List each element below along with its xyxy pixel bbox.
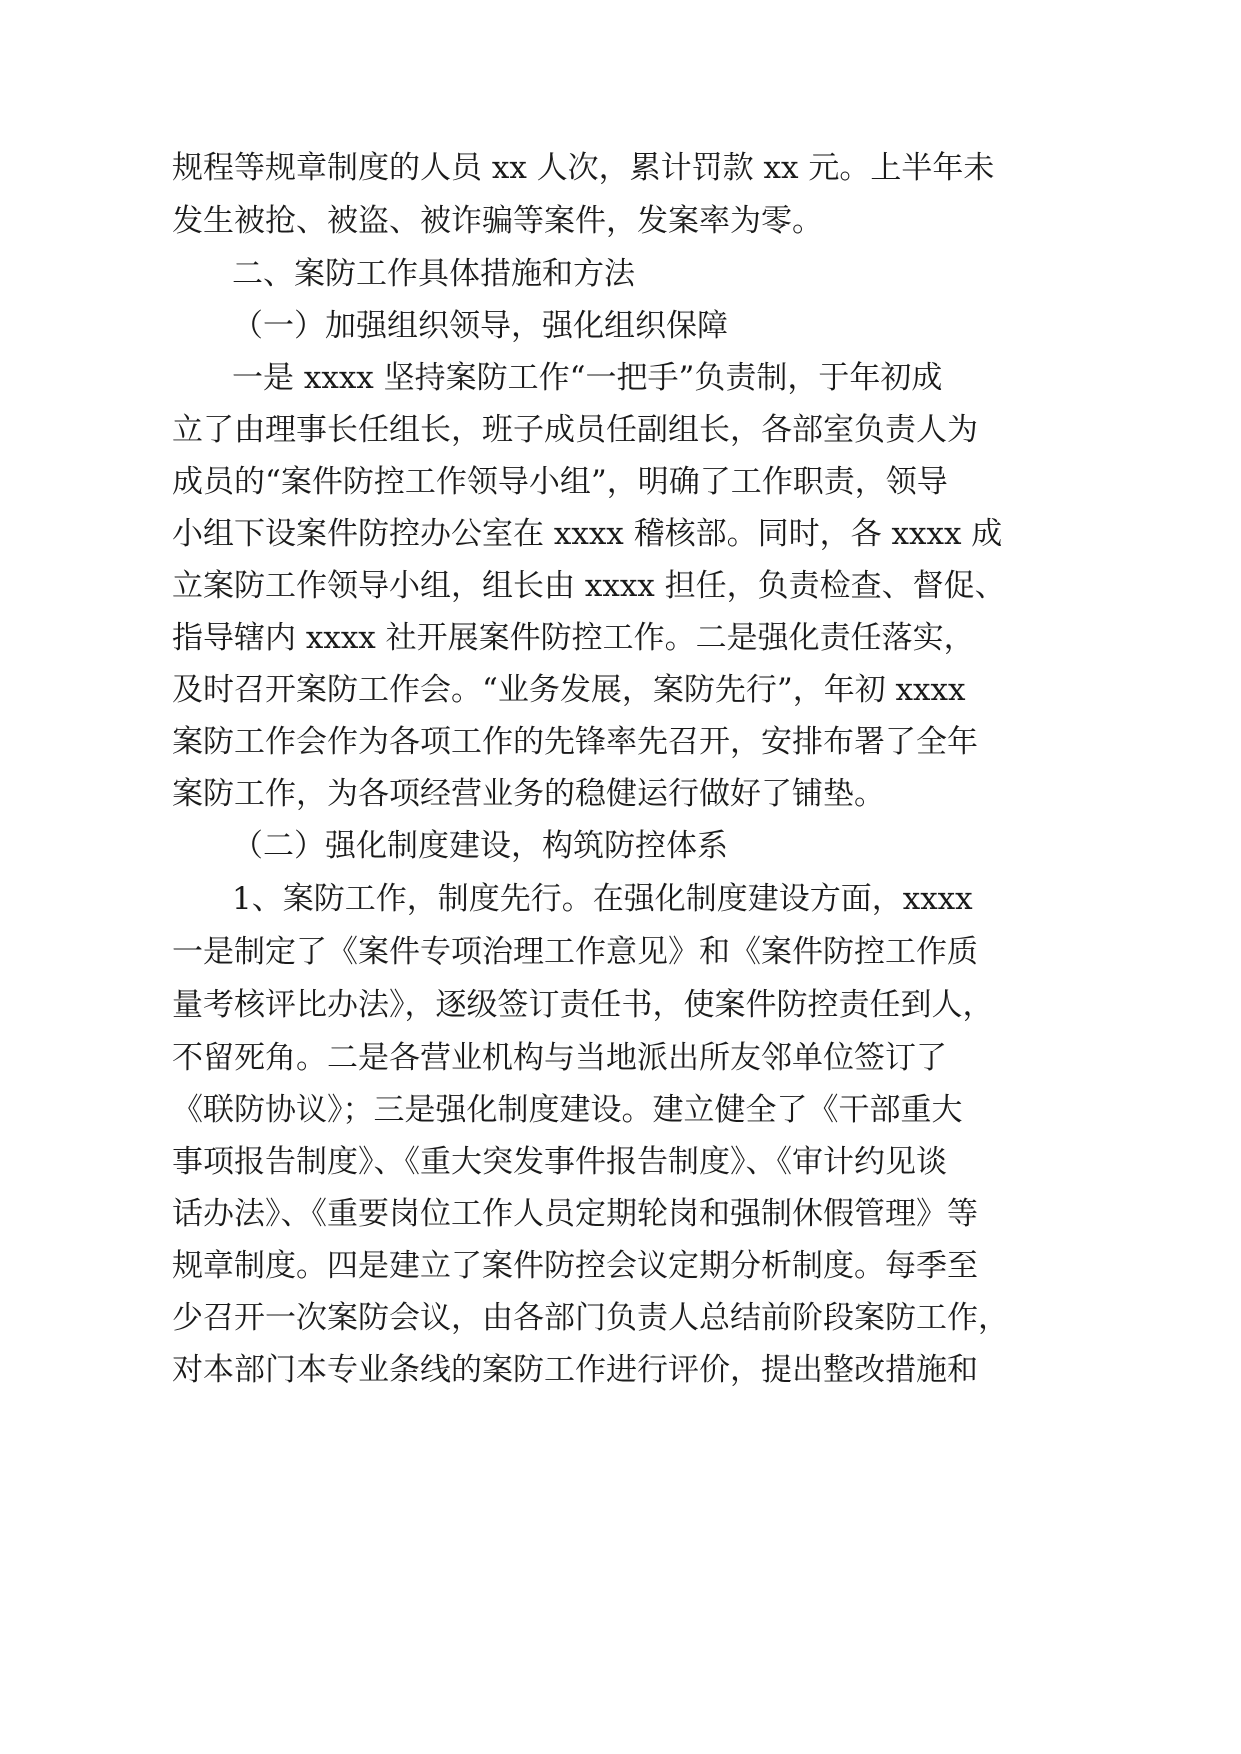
subsection-heading-1: （一）加强组织领导，强化组织保障 bbox=[232, 308, 728, 344]
text-line-18: 不留死角。二是各营业机构与当地派出所友邻单位签订了 bbox=[172, 1040, 947, 1076]
text-line-15: 1、案防工作，制度先行。在强化制度建设方面，xxxx bbox=[232, 881, 973, 917]
text-line-8: 小组下设案件防控办公室在 xxxx 稽核部。同时，各 xxxx 成 bbox=[172, 516, 1003, 552]
text-line-17: 量考核评比办法》，逐级签订责任书，使案件防控责任到人， bbox=[172, 987, 994, 1023]
text-line-19: 《联防协议》；三是强化制度建设。建立健全了《干部重大 bbox=[172, 1092, 963, 1128]
text-line-1: 规程等规章制度的人员 xx 人次，累计罚款 xx 元。上半年未 bbox=[172, 150, 995, 186]
text-line-16: 一是制定了《案件专项治理工作意见》和《案件防控工作质 bbox=[172, 934, 978, 970]
section-heading: 二、案防工作具体措施和方法 bbox=[232, 256, 635, 292]
text-line-11: 及时召开案防工作会。“业务发展，案防先行”，年初 xxxx bbox=[172, 672, 966, 708]
subsection-heading-2: （二）强化制度建设，构筑防控体系 bbox=[232, 828, 728, 864]
text-line-22: 规章制度。四是建立了案件防控会议定期分析制度。每季至 bbox=[172, 1248, 978, 1284]
text-line-7: 成员的“案件防控工作领导小组”，明确了工作职责，领导 bbox=[172, 464, 948, 500]
text-line-10: 指导辖内 xxxx 社开展案件防控工作。二是强化责任落实， bbox=[172, 620, 975, 656]
text-line-20: 事项报告制度》、《重大突发事件报告制度》、《审计约见谈 bbox=[172, 1144, 947, 1180]
text-line-2: 发生被抢、被盗、被诈骗等案件，发案率为零。 bbox=[172, 203, 823, 239]
text-line-23: 少召开一次案防会议，由各部门负责人总结前阶段案防工作， bbox=[172, 1300, 1009, 1336]
text-line-12: 案防工作会作为各项工作的先锋率先召开，安排布署了全年 bbox=[172, 724, 978, 760]
text-line-5: 一是 xxxx 坚持案防工作“一把手”负责制，于年初成 bbox=[232, 360, 943, 396]
text-line-21: 话办法》、《重要岗位工作人员定期轮岗和强制休假管理》等 bbox=[172, 1196, 978, 1232]
text-line-9: 立案防工作领导小组，组长由 xxxx 担任，负责检查、督促、 bbox=[172, 568, 1006, 604]
text-line-24: 对本部门本专业条线的案防工作进行评价，提出整改措施和 bbox=[172, 1352, 978, 1388]
text-line-13: 案防工作，为各项经营业务的稳健运行做好了铺垫。 bbox=[172, 776, 885, 812]
text-line-6: 立了由理事长任组长，班子成员任副组长，各部室负责人为 bbox=[172, 412, 978, 448]
